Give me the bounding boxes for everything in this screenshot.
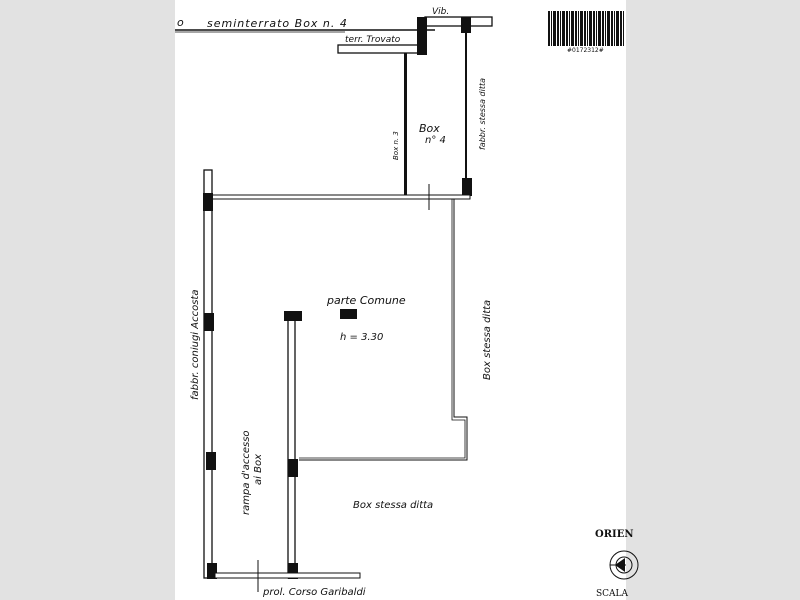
same-company-top-label: fabbr. stessa ditta	[478, 78, 487, 150]
ramp-inner-wall	[288, 318, 295, 578]
ramp-inner-pillar-top	[284, 311, 302, 321]
header-title: seminterrato Box n. 4	[207, 17, 348, 30]
neighbor-left-label: fabbr. coniugi Accosta	[190, 289, 201, 400]
left-wall	[204, 170, 212, 578]
height-label: h = 3.30	[340, 332, 384, 343]
box4-label-line2: n° 4	[425, 135, 446, 146]
left-wall-pillar-2	[204, 313, 214, 331]
ramp-label-line1: rampa d'accesso	[241, 430, 252, 515]
box4-bottom-right-pillar	[462, 178, 472, 196]
box4-label-line1: Box	[419, 122, 440, 135]
barcode-bars	[548, 11, 624, 46]
ramp-label-line2: ai Box	[253, 454, 264, 485]
neighbor-box-label: Box n. 3	[392, 131, 400, 160]
terrace-label: terr. Trovato	[345, 35, 401, 45]
central-pillar	[340, 309, 357, 319]
common-area-right-outline-inner	[299, 199, 465, 458]
compass-icon	[610, 551, 638, 579]
orientation-legend	[595, 529, 638, 599]
bottom-wall	[215, 573, 360, 578]
box4-right-wall	[465, 30, 467, 196]
barcode	[548, 11, 624, 54]
barcode-code: #0172312#	[567, 47, 604, 54]
box4-top-left-pillar	[417, 17, 427, 55]
upper-wall	[212, 195, 470, 199]
floor-plan-drawing	[175, 0, 634, 600]
header-fragment: o	[177, 16, 184, 29]
street-bottom-label: prol. Corso Garibaldi	[263, 587, 366, 598]
box4-left-wall	[404, 53, 407, 197]
same-company-box-bottom-label: Box stessa ditta	[353, 500, 434, 511]
floor-plan-sheet	[175, 0, 634, 600]
street-top-label: Vib.	[432, 7, 450, 17]
common-area-right-outline	[299, 199, 467, 460]
top-street-strip	[425, 17, 492, 26]
terrace-strip	[338, 45, 418, 53]
box4-top-right-pillar	[461, 17, 471, 33]
same-company-box-right-label: Box stessa ditta	[482, 299, 493, 380]
ramp-inner-pillar-mid	[288, 459, 298, 477]
orientation-label: ORIEN	[595, 529, 634, 540]
left-wall-pillar-3	[206, 452, 216, 470]
left-wall-pillar-1	[203, 193, 213, 211]
common-area-label: parte Comune	[327, 294, 406, 307]
scale-label: SCALA	[596, 589, 629, 599]
